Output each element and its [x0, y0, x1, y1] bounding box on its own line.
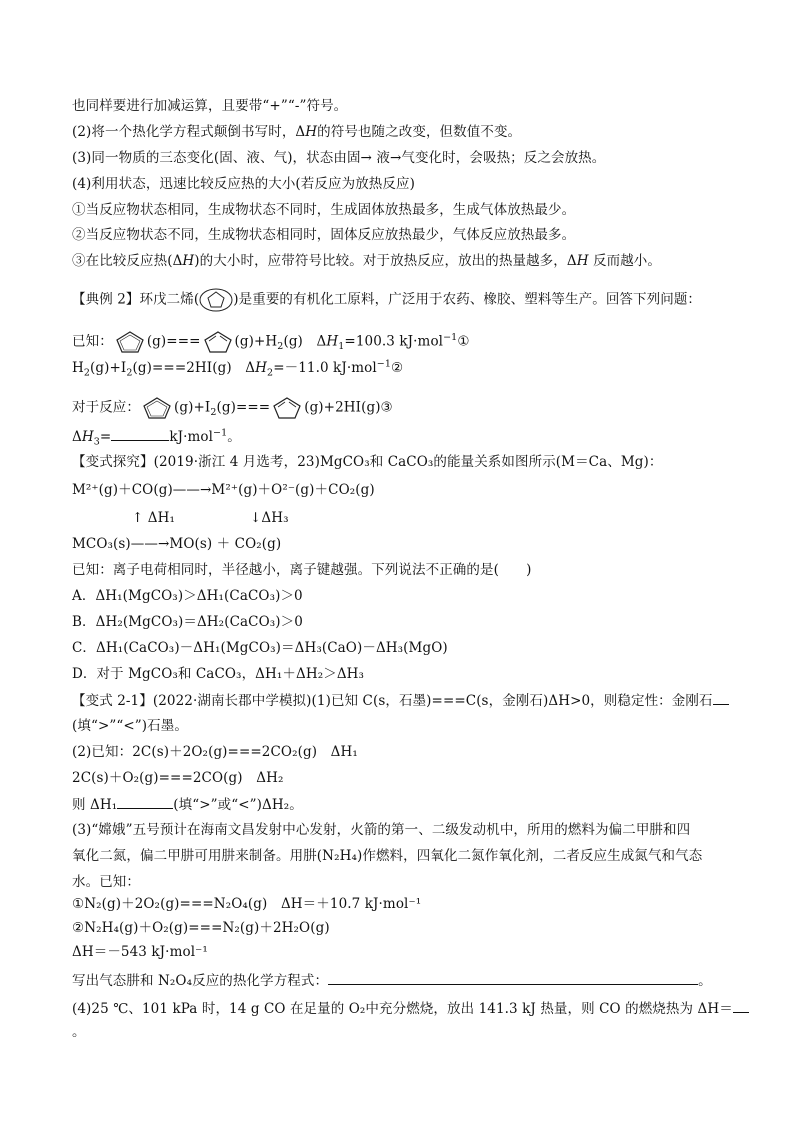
cyclopentadiene-icon — [270, 396, 304, 420]
text-span: = — [99, 429, 112, 445]
text-span: 水。已知： — [72, 874, 140, 890]
text-line — [72, 148, 605, 168]
answer-blank[interactable] — [713, 690, 729, 705]
text-line — [72, 1022, 86, 1042]
text-span: 写出气态肼和 N₂O₄反应的热化学方程式： — [72, 973, 329, 989]
text-span: 【变式 2-1】 — [72, 693, 153, 709]
answer-blank[interactable] — [117, 794, 173, 809]
text-span: 对于反应： — [72, 399, 140, 416]
text-span: 已知： — [72, 333, 113, 350]
text-span: (g)+2HI(g)③ — [304, 399, 393, 416]
text-span: (4)25 ℃、101 kPa 时，14 g CO 在足量的 O₂中充分燃烧，放出 141.3 kJ 热量，则 CO 的燃烧热为 ΔH＝ — [72, 1001, 733, 1017]
text-span: (g)=== — [146, 333, 201, 350]
cyclopentene-icon — [140, 396, 174, 420]
text-span: H — [72, 360, 84, 376]
text-span: 。 — [72, 1024, 86, 1040]
text-span: kJ·mol — [169, 429, 214, 445]
text-span: Δ — [72, 429, 82, 445]
text-line — [72, 942, 208, 962]
text-span: 【典例 2】 — [72, 291, 140, 308]
text-span: MCO₃(s)——→MO(s) ＋ CO₂(g) — [72, 536, 282, 552]
text-span: ΔH＝－543 kJ·mol⁻¹ — [72, 944, 208, 960]
text-span: (4)利用状态，迅速比较反应热的大小(若反应为放热反应) — [72, 176, 415, 192]
text-line — [72, 742, 358, 762]
text-span: ↑ ΔH₁ — [132, 510, 176, 526]
text-span: (2019·浙江 4 月选考，23)MgCO₃和 CaCO₃的能量关系如图所示(M＝Ca、Mg)： — [153, 454, 663, 470]
text-span: (2022·湖南长郡中学模拟)(1)已知 C(s，石墨)===C(s，金刚石)ΔH>0，则稳定性：金刚石 — [152, 693, 713, 709]
text-line — [72, 970, 712, 991]
energy-diagram-arrow-left — [132, 508, 175, 528]
answer-blank[interactable] — [111, 426, 169, 441]
text-span: (填“>”“<”)石墨。 — [72, 718, 188, 734]
text-line: ③在比较反应热(ΔH)的大小时，应带符号比较。对于放热反应，放出的热量越多，ΔH 反而越小。 — [72, 253, 661, 269]
cyclopentadiene-icon — [201, 330, 235, 354]
text-span: (2)已知：2C(s)＋2O₂(g)===2CO₂(g) ΔH₁ — [72, 744, 358, 760]
option-c[interactable] — [72, 638, 448, 658]
text-span: ① — [457, 333, 470, 350]
option-a[interactable] — [72, 586, 303, 606]
text-span: =－11.0 kJ·mol — [273, 360, 377, 376]
text-span: A．ΔH₁(MgCO₃)＞ΔH₁(CaCO₃)＞0 — [72, 588, 303, 604]
text-line — [72, 872, 140, 892]
text-line — [72, 820, 690, 840]
text-span: (g) Δ — [283, 333, 327, 350]
text-line — [72, 794, 303, 815]
text-line — [72, 174, 415, 194]
text-span: ①当反应物状态相同，生成物状态不同时，生成固体放热最多，生成气体放热最少。 — [72, 202, 576, 218]
option-d[interactable] — [72, 664, 364, 684]
text-span: 。 — [227, 429, 241, 445]
text-span: (g)=== — [216, 399, 271, 416]
text-span: 则 ΔH₁ — [72, 797, 118, 813]
text-span: B．ΔH₂(MgCO₃)＝ΔH₂(CaCO₃)＞0 — [72, 614, 303, 630]
text-span: ②N₂H₄(g)＋O₂(g)===N₂(g)＋2H₂O(g) — [72, 920, 330, 936]
equation-3: 对于反应： $(g)+I_2(g)===$ (g)+2HI(g)③ — [72, 396, 393, 420]
text-span: (g)+H — [234, 333, 278, 350]
text-span: (3)“嫦娥”五号预计在海南文昌发射中心发射，火箭的第一、二级发动机中，所用的燃料为偏二甲肼和四 — [72, 822, 691, 838]
text-span: 2C(s)＋O₂(g)===2CO(g) ΔH₂ — [72, 770, 284, 786]
text-span: (3)同一物质的三态变化(固、液、气)，状态由固→ 液→气变化时，会吸热；反之会放热。 — [72, 150, 606, 166]
variant-2-1-heading — [72, 690, 729, 711]
text-span: =100.3 kJ·mol — [344, 333, 444, 350]
text-line — [72, 200, 575, 220]
text-span: 已知：离子电荷相同时，半径越小，离子键越强。下列说法不正确的是( ) — [72, 562, 532, 578]
known-line — [72, 560, 532, 580]
variant-explore-heading — [72, 452, 663, 472]
option-b[interactable] — [72, 612, 303, 632]
text-span: 的符号也随之改变，但数值不变。 — [317, 124, 522, 140]
text-span: )是重要的有机化工原料，广泛用于农药、橡胶、塑料等生产。回答下列问题： — [233, 291, 702, 308]
text-span: (g)+I — [90, 360, 127, 376]
cyclopentadiene-structure-icon — [199, 288, 233, 312]
text-span: 环戊二烯( — [139, 291, 200, 308]
text-span: 。 — [698, 973, 712, 989]
text-line — [72, 918, 330, 938]
text-line — [72, 894, 421, 914]
text-span: ③在比较反应热(Δ — [72, 253, 183, 269]
text-line: (2)将一个热化学方程式颠倒书写时，ΔH的符号也随之改变，但数值不变。 — [72, 124, 522, 140]
equation-2: $H_2(g)+I_2(g)===2HI(g)$ $\Delta H_2=-11.0$ kJ·mol$^{-1}$② — [72, 358, 404, 379]
text-span: (填“>”或“<”)ΔH₂。 — [173, 797, 303, 813]
answer-blank[interactable] — [328, 970, 698, 985]
text-line — [72, 716, 188, 736]
energy-diagram-bottom — [72, 534, 281, 554]
text-line — [72, 96, 347, 116]
text-line — [72, 846, 702, 866]
text-span: (2)将一个热化学方程式颠倒书写时，Δ — [72, 124, 306, 140]
text-span: ②当反应物状态不同，生成物状态相同时，固体反应放热最少，气体反应放热最多。 — [72, 227, 576, 243]
text-span: ①N₂(g)＋2O₂(g)===N₂O₄(g) ΔH＝＋10.7 kJ·mol⁻¹ — [72, 896, 422, 912]
text-line — [72, 998, 749, 1019]
text-span: (g)===2HI(g) Δ — [132, 360, 256, 376]
answer-line-1: $\Delta H_3= kJ\cdot mol^{-1}$。 — [72, 427, 241, 448]
text-span: C．ΔH₁(CaCO₃)－ΔH₁(MgCO₃)＝ΔH₃(CaO)－ΔH₃(MgO) — [72, 640, 448, 656]
energy-diagram-arrow-right — [250, 508, 289, 528]
text-span: M²⁺(g)＋CO(g)——→M²⁺(g)＋O²⁻(g)＋CO₂(g) — [72, 482, 375, 498]
text-span: ↓ΔH₃ — [250, 510, 289, 526]
text-span: 【变式探究】 — [72, 454, 154, 470]
text-span: 氧化二氮，偏二甲肼可用肼来制备。用肼(N₂H₄)作燃料，四氧化二氮作氧化剂，二者反应生成氮气和气态 — [72, 848, 703, 864]
text-span: (g)+I — [174, 399, 211, 416]
text-line — [72, 768, 283, 788]
cyclopentene-icon — [113, 330, 147, 354]
text-span: D．对于 MgCO₃和 CaCO₃，ΔH₁＋ΔH₂＞ΔH₃ — [72, 666, 365, 682]
example-2-heading — [72, 288, 701, 312]
answer-blank[interactable] — [733, 998, 749, 1013]
text-line — [72, 225, 575, 245]
text-span: 也同样要进行加减运算，且要带“+”“-”符号。 — [72, 98, 348, 114]
energy-diagram-top — [72, 480, 375, 500]
text-span: 反而越小。 — [593, 253, 661, 269]
text-span: ② — [391, 360, 404, 376]
equation-1: 已知： $(g)=== (g)+H_2(g)$ $\Delta H_1=100.3$ kJ·mol$^{-1}$① — [72, 332, 470, 353]
text-span: )的大小时，应带符号比较。对于放热反应，放出的热量越多，Δ — [194, 253, 577, 269]
